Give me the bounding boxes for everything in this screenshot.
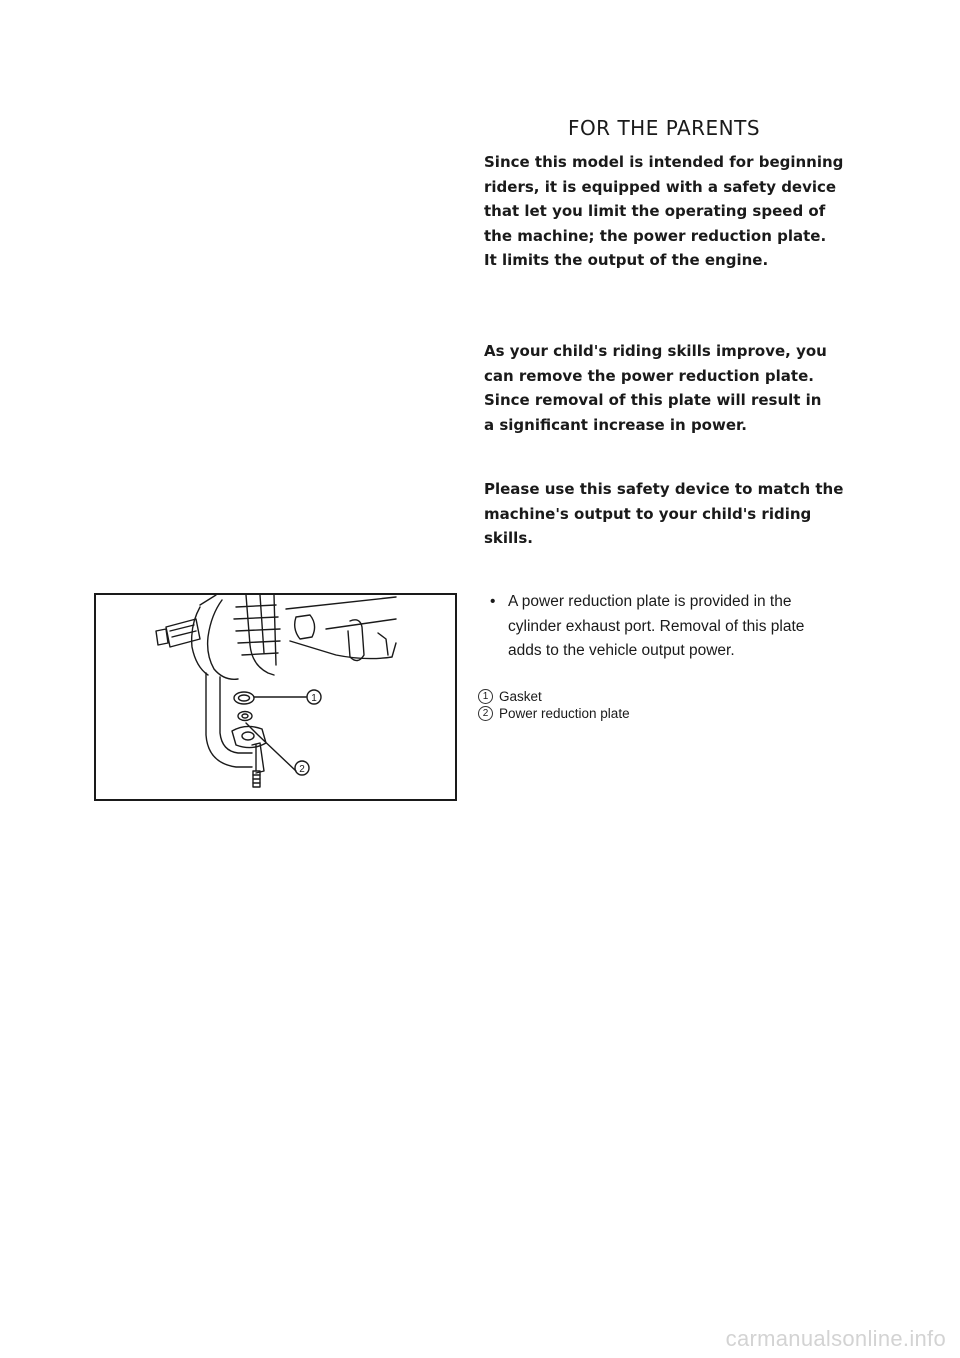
engine-drawing: [96, 595, 455, 799]
intro-paragraph: [484, 150, 844, 273]
legend-number: 2: [478, 706, 493, 721]
bullet-text: [508, 590, 804, 664]
bullet-line: adds to the vehicle output power.: [508, 642, 735, 659]
legend-label: Power reduction plate: [499, 706, 630, 721]
site-watermark: carmanualsonline.info: [725, 1326, 946, 1351]
bullet-line: A power reduction plate is provided in the: [508, 593, 792, 610]
bolt-drawing: [253, 745, 260, 787]
paragraph-line: skills.: [484, 529, 533, 547]
paragraph-line: Please use this safety device to match the: [484, 480, 844, 498]
bullet-line: cylinder exhaust port. Removal of this plate: [508, 617, 805, 635]
paragraph-line: the machine; the power reduction plate.: [484, 226, 827, 245]
paragraph-line: riders, it is equipped with a safety device: [484, 177, 837, 196]
bullet-item: [490, 590, 850, 664]
paragraph-line: can remove the power reduction plate.: [484, 366, 814, 385]
paragraph-line: that let you limit the operating speed of: [484, 202, 826, 220]
paragraph-line: Since removal of this plate will result in: [484, 391, 822, 409]
legend-item-power-reduction-plate: [478, 705, 630, 722]
cylinder-fins-drawing: [192, 595, 280, 679]
bullet-marker: •: [490, 593, 496, 610]
usage-paragraph: [484, 477, 844, 551]
gasket-drawing: [234, 692, 306, 704]
skills-paragraph: [484, 339, 844, 437]
frame-tube-drawing: [286, 597, 396, 661]
exhaust-port-illustration: [94, 593, 457, 801]
paragraph-line: As your child's riding skills improve, you: [484, 342, 827, 360]
legend-item-gasket: [478, 688, 630, 705]
paragraph-line: Since this model is intended for beginning: [484, 153, 844, 171]
paragraph-line: machine's output to your child's riding: [484, 504, 812, 523]
callout-2: 2: [299, 764, 305, 775]
legend-number: 1: [478, 689, 493, 704]
callout-1: 1: [311, 693, 317, 704]
power-reduction-plate-drawing: [232, 712, 296, 772]
paragraph-line: It limits the output of the engine.: [484, 251, 769, 269]
paragraph-line: a significant increase in power.: [484, 415, 747, 434]
page-heading: FOR THE PARENTS: [567, 116, 761, 140]
legend-label: Gasket: [499, 689, 542, 704]
figure-legend: [478, 688, 630, 722]
